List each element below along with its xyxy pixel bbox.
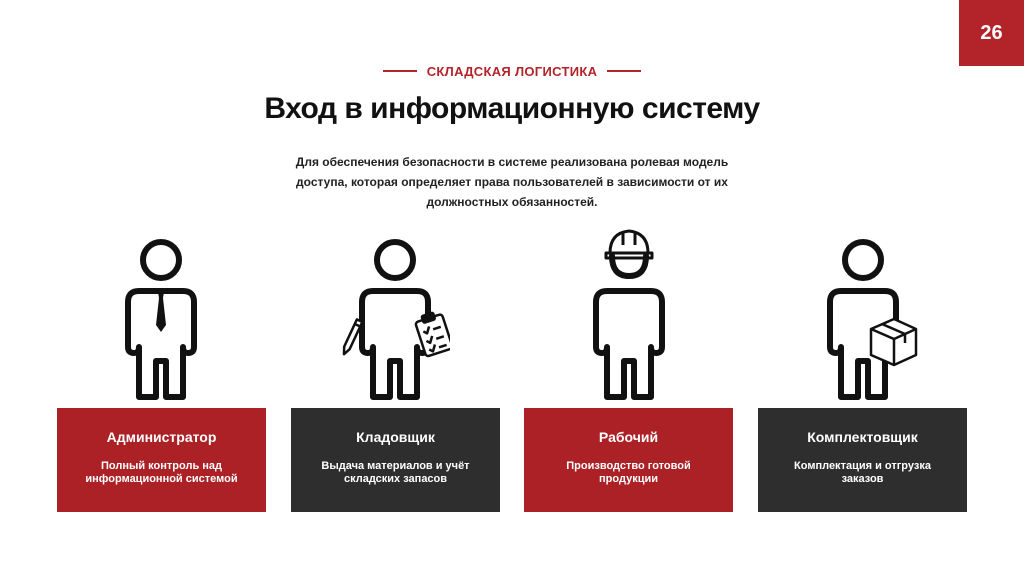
description xyxy=(262,152,762,212)
role-title: Администратор xyxy=(106,429,217,445)
role-card-picker xyxy=(758,408,967,512)
role-title: Рабочий xyxy=(598,429,659,445)
role-card-storekeeper xyxy=(291,408,500,512)
person-with-clipboard-icon xyxy=(340,225,450,405)
role-title: Кладовщик xyxy=(356,429,435,445)
section-eyebrow xyxy=(0,62,1024,80)
role-description-line: Комплектация и отгрузка xyxy=(794,460,931,472)
role-title: Комплектовщик xyxy=(807,429,918,445)
description-line: доступа, которая определяет права пользователей в зависимости от их xyxy=(296,175,728,189)
role-description xyxy=(773,460,953,486)
role-description xyxy=(306,460,486,486)
role-description-line: Выдача материалов и учёт xyxy=(321,460,470,472)
person-with-hardhat-icon xyxy=(574,225,684,405)
page-title: Вход в информационную систему xyxy=(264,92,760,125)
eyebrow-line-right xyxy=(607,70,641,72)
role-description-line: заказов xyxy=(841,473,884,485)
person-with-box-icon xyxy=(808,225,918,405)
role-description xyxy=(72,460,252,486)
eyebrow-line-left xyxy=(383,70,417,72)
eyebrow-text: СКЛАДСКАЯ ЛОГИСТИКА xyxy=(426,63,598,79)
page-number-badge: 26 xyxy=(959,0,1024,66)
description-line: Для обеспечения безопасности в системе реализована ролевая модель xyxy=(295,155,729,169)
role-description xyxy=(539,460,719,486)
role-card-worker xyxy=(524,408,733,512)
description-line: должностных обязанностей. xyxy=(426,195,598,209)
role-description-line: Полный контроль над xyxy=(100,460,223,472)
person-with-tie-icon xyxy=(106,225,216,405)
role-card-administrator xyxy=(57,408,266,512)
role-description-line: продукции xyxy=(599,473,658,485)
role-description-line: складских запасов xyxy=(343,473,448,485)
role-description-line: Производство готовой xyxy=(566,460,691,472)
role-description-line: информационной системой xyxy=(85,473,238,485)
